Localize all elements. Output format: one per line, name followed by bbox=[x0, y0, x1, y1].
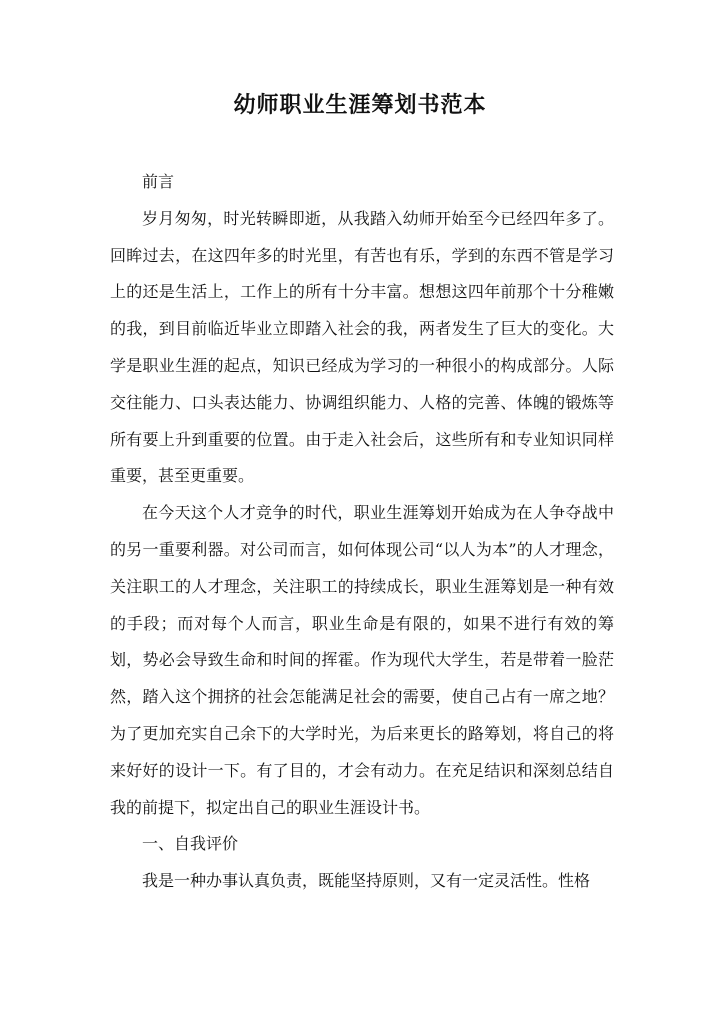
preface-heading: 前言 bbox=[142, 172, 175, 191]
document-body bbox=[110, 164, 614, 900]
document-title: 幼师职业生涯筹划书范本 bbox=[233, 92, 487, 118]
section-heading-self-evaluation: 一、自我评价 bbox=[142, 834, 239, 854]
paragraph-3: 我是一种办事认真负责，既能坚持原则，又有一定灵活性。性格 bbox=[142, 871, 591, 891]
paragraph-1: 岁月匆匆，时光转瞬即逝，从我踏入幼师开始至今已经四年多了。回眸过去，在这四年多的时光里，有苦也有乐，学到的东西不管是学习上的还是生活上，工作上的所有十分丰富。想想这四年前那个十分稚嫩的我，到目前临近毕业立即踏入社会的我，两者发生了巨大的变化。大学是职业生涯的起点，知识已经成为学习的一种很小的构成部分。人际交往能力、口头表达能力、协调组织能力、人格的完善、体魄的锻炼等所有要上升到重要的位置。由于走入社会后，这些所有和专业知识同样重要，甚至更重要。 bbox=[110, 208, 614, 486]
paragraph-2: 在今天这个人才竞争的时代，职业生涯筹划开始成为在人争夺战中的另一重要利器。对公司而言，如何体现公司“以人为本”的人才理念，关注职工的人才理念，关注职工的持续成长，职业生涯筹划是一种有效的手段；而对每个人而言，职业生命是有限的，如果不进行有效的筹划，势必会导致生命和时间的挥霍。作为现代大学生，若是带着一脸茫然，踏入这个拥挤的社会怎能满足社会的需要，使自己占有一席之地？为了更加充实自己余下的大学时光，为后来更长的路筹划，将自己的将来好好的设计一下。有了目的，才会有动力。在充足结识和深刻总结自我的前提下，拟定出自己的职业生涯设计书。 bbox=[110, 503, 614, 817]
